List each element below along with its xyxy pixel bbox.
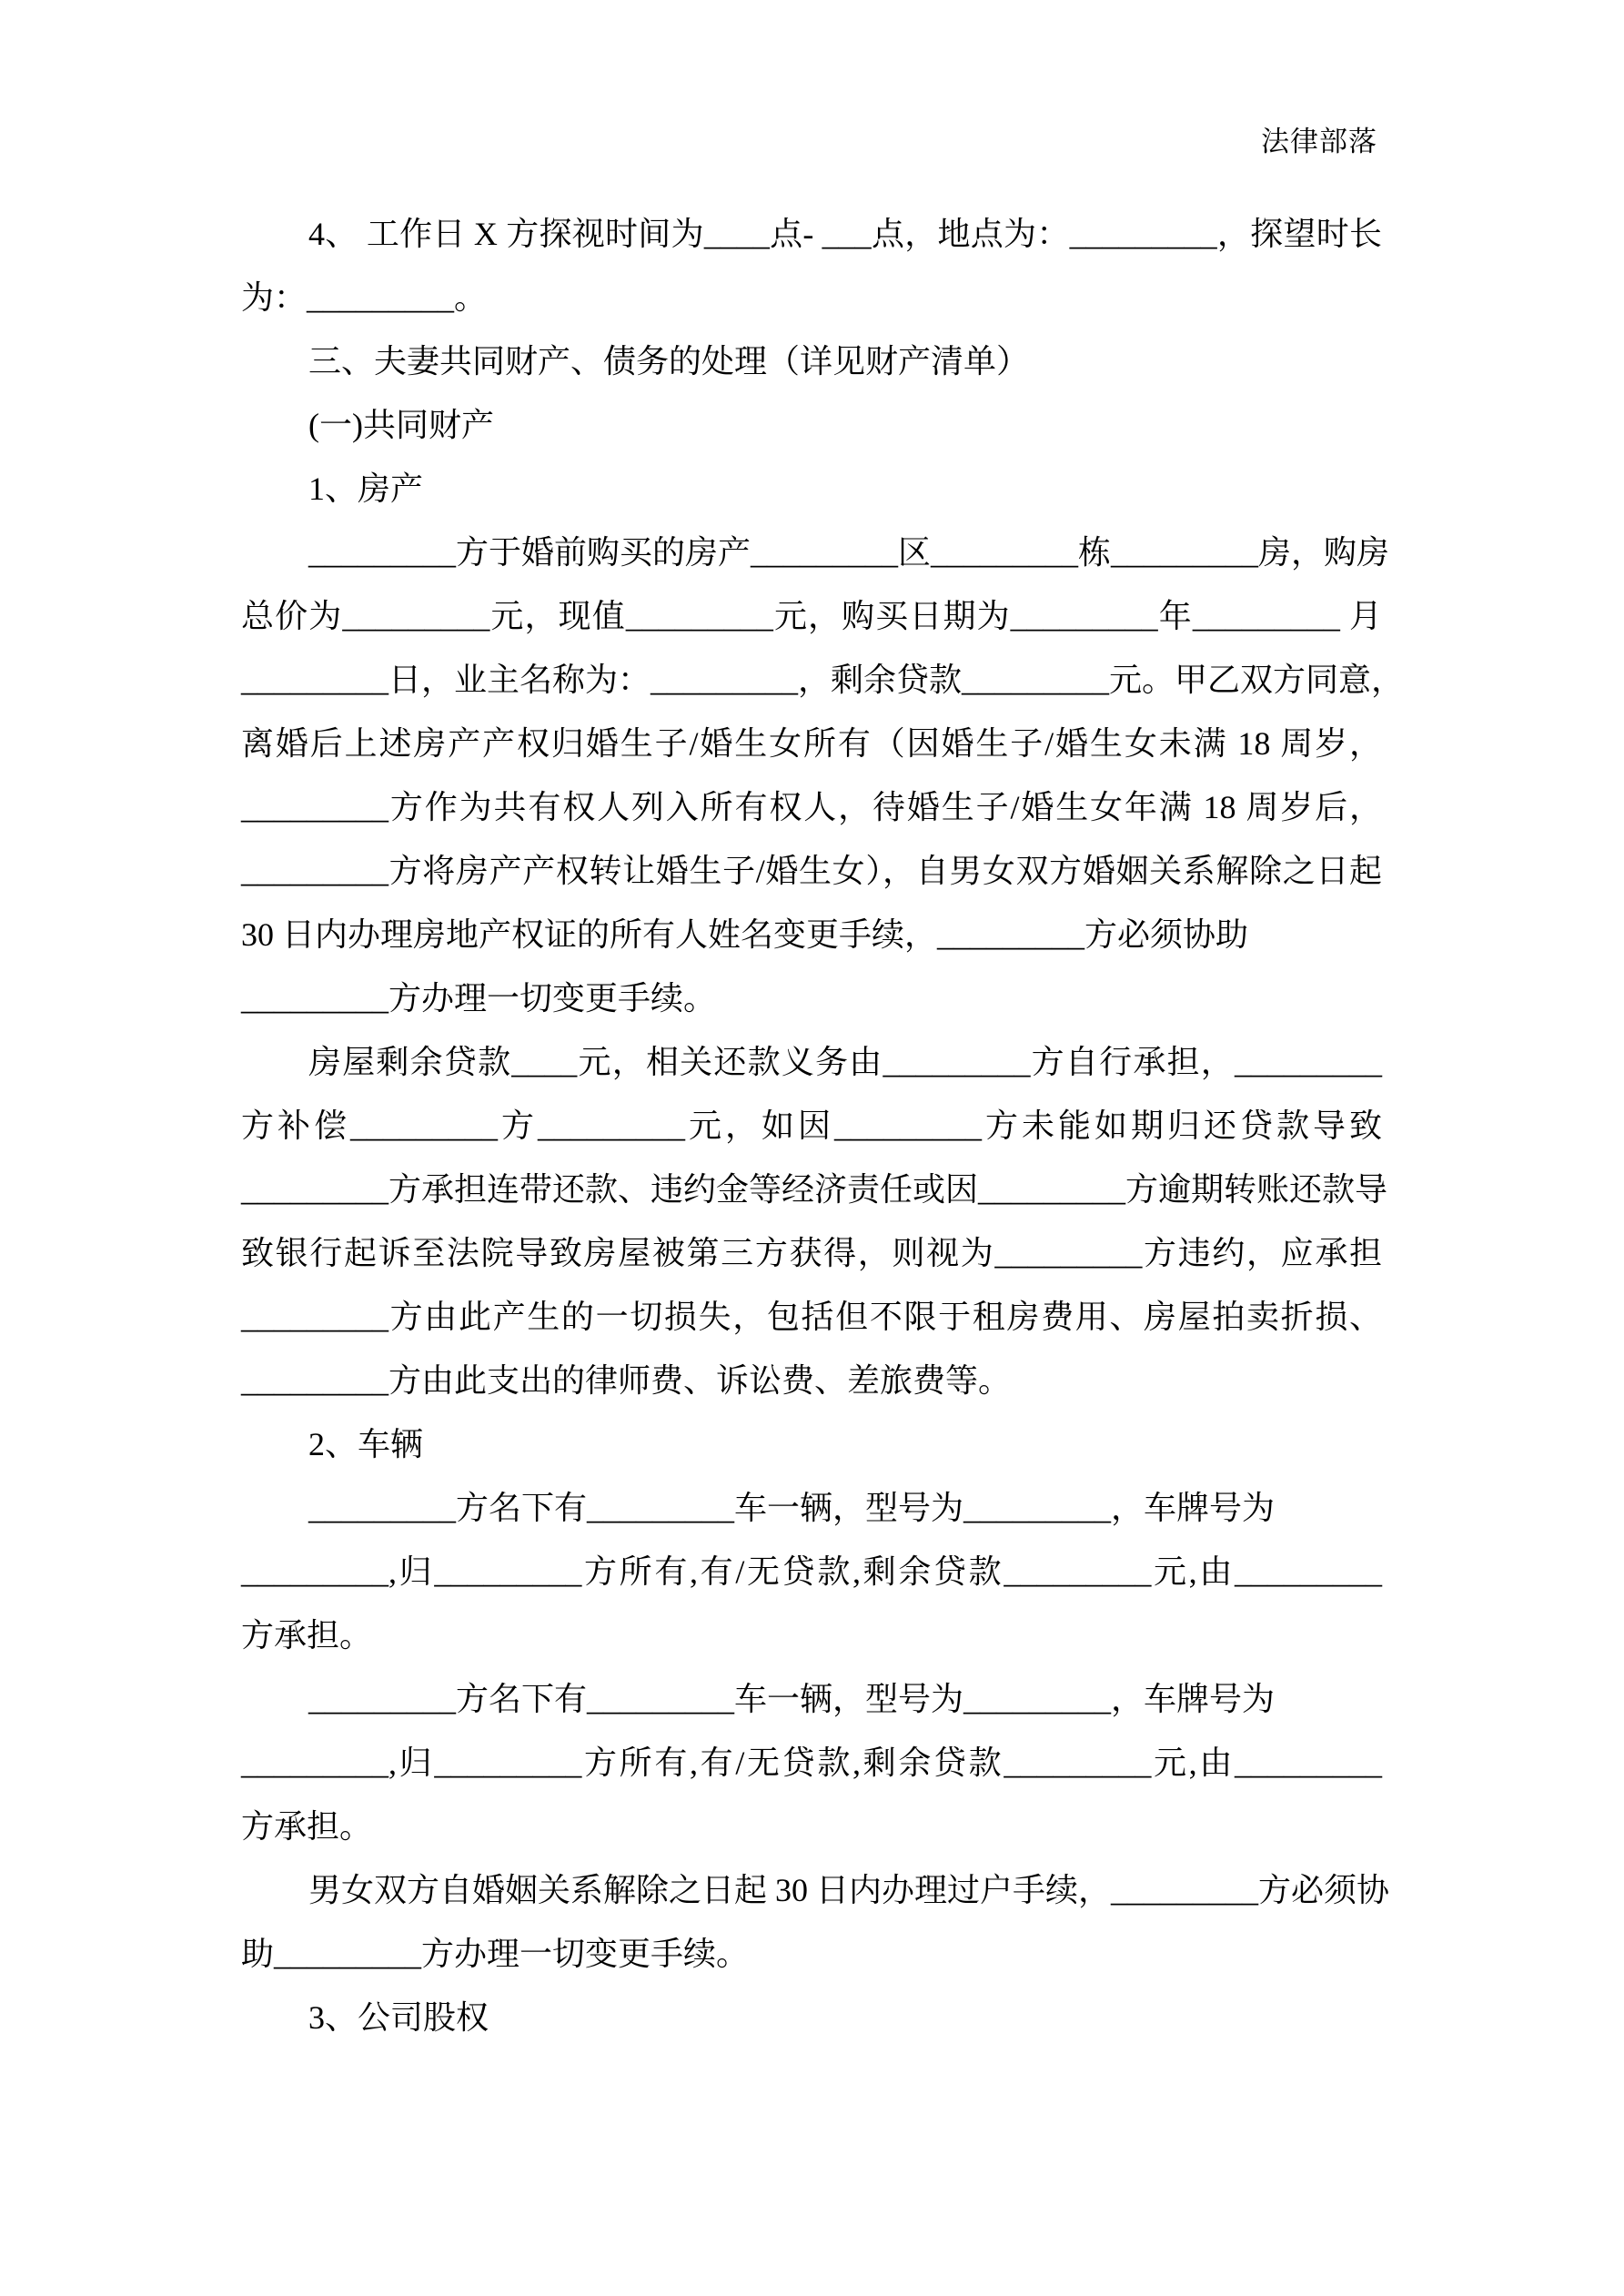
document-body [241, 202, 1405, 2049]
doc-line: 2、车辆 [308, 1426, 424, 1462]
doc-line: 总价为_________元，现值_________元，购买日期为_________年_________ 月 [241, 598, 1382, 634]
doc-line: _________方由此产生的一切损失，包括但不限于租房费用、房屋拍卖折损、 [241, 1299, 1382, 1335]
doc-line: 方承担。 [241, 1808, 373, 1845]
doc-line: 助_________方办理一切变更手续。 [241, 1936, 750, 1972]
doc-line: _________,归_________方所有,有/无贷款,剩余贷款_________元,由_________ [241, 1553, 1382, 1590]
doc-line: 30 日内办理房地产权证的所有人姓名变更手续，_________方必须协助 [241, 916, 1249, 953]
doc-line: 致银行起诉至法院导致房屋被第三方获得，则视为_________方违约，应承担 [241, 1235, 1382, 1271]
doc-line: _________方办理一切变更手续。 [241, 980, 717, 1017]
doc-line: 房屋剩余贷款____元，相关还款义务由_________方自行承担，_________ [308, 1044, 1382, 1080]
doc-line: _________方于婚前购买的房产_________区_________栋_________房，购房 [308, 534, 1390, 571]
doc-line: _________方名下有_________车一辆，型号为_________，车牌号为 [308, 1681, 1276, 1717]
doc-line: 方补偿_________方_________元，如因_________方未能如期归还贷款导致 [241, 1108, 1382, 1144]
doc-line: 离婚后上述房产产权归婚生子/婚生女所有（因婚生子/婚生女未满 18 周岁， [241, 725, 1382, 762]
doc-line: 男女双方自婚姻关系解除之日起 30 日内办理过户手续，_________方必须协 [308, 1872, 1390, 1908]
doc-line: _________方名下有_________车一辆，型号为_________，车牌号为 [308, 1490, 1276, 1526]
doc-line: 为：_________。 [241, 279, 488, 316]
doc-line: _________方由此支出的律师费、诉讼费、差旅费等。 [241, 1362, 1012, 1399]
doc-line: 3、公司股权 [308, 1999, 489, 2036]
doc-line: (一)共同财产 [308, 407, 494, 443]
doc-line: 三、夫妻共同财产、债务的处理（详见财产清单） [308, 343, 1030, 379]
doc-line: _________方作为共有权人列入所有权人，待婚生子/婚生女年满 18 周岁后， [241, 789, 1382, 825]
site-watermark-label: 法律部落 [1261, 126, 1377, 157]
doc-line: _________方将房产产权转让婚生子/婚生女），自男女双方婚姻关系解除之日起 [241, 853, 1382, 889]
doc-line: _________日，业主名称为：_________，剩余贷款_________元。甲乙双方同意， [241, 662, 1405, 698]
doc-line: _________方承担连带还款、违约金等经济责任或因_________方逾期转账还款导 [241, 1171, 1388, 1208]
doc-line: 方承担。 [241, 1617, 373, 1654]
doc-line: 4、 工作日 X 方探视时间为____点- ___点，地点为：_________，探望时长 [308, 216, 1382, 252]
doc-line: 1、房产 [308, 470, 424, 507]
doc-line: _________,归_________方所有,有/无贷款,剩余贷款_________元,由_________ [241, 1745, 1382, 1781]
